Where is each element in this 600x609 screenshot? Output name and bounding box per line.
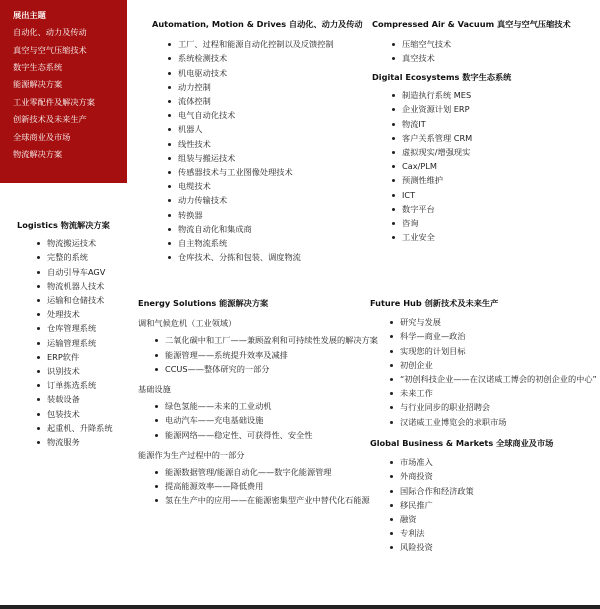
list-item: 电缆技术 bbox=[165, 179, 363, 193]
list-item: 初创企业 bbox=[387, 358, 597, 372]
section-title: Compressed Air & Vacuum 真空与空气压缩技术 bbox=[372, 19, 571, 29]
list-item: 流体控制 bbox=[165, 94, 363, 108]
energy-group-list bbox=[152, 399, 378, 442]
sidebar-item-automation[interactable]: 自动化、动力及传动 bbox=[13, 27, 87, 38]
list-item: 科学—商业—政治 bbox=[387, 329, 597, 343]
list-item: 提高能源效率——降低费用 bbox=[152, 479, 378, 493]
list-item: 仓库管理系统 bbox=[34, 321, 113, 335]
list-item: 电气自动化技术 bbox=[165, 108, 363, 122]
list-item: 物流IT bbox=[389, 117, 511, 131]
sidebar-item-logistics[interactable]: 物流解决方案 bbox=[13, 148, 63, 159]
list-item: 订单拣选系统 bbox=[34, 378, 113, 392]
list-item: 运输管理系统 bbox=[34, 336, 113, 350]
section-title: Energy Solutions 能源解决方案 bbox=[138, 298, 269, 308]
automation-list bbox=[165, 37, 363, 264]
list-item: 虚拟现实/增强现实 bbox=[389, 145, 511, 159]
list-item: 与行业同步的职业招聘会 bbox=[387, 400, 597, 414]
list-item: 能源网络——稳定性、可获得性、安全性 bbox=[152, 428, 378, 442]
list-item: 未来工作 bbox=[387, 386, 597, 400]
sidebar-item-compressed-air[interactable]: 真空与空气压缩技术 bbox=[13, 44, 87, 55]
list-item: 物流自动化和集成商 bbox=[165, 222, 363, 236]
list-item: 机电驱动技术 bbox=[165, 66, 363, 80]
list-item: 自主物流系统 bbox=[165, 236, 363, 250]
list-item: ERP软件 bbox=[34, 350, 113, 364]
list-item: CCUS——整体研究的一部分 bbox=[152, 362, 378, 376]
bottom-divider bbox=[0, 605, 600, 609]
list-item: 绿色氢能——未来的工业动机 bbox=[152, 399, 378, 413]
sidebar-title: 展出主题 bbox=[13, 10, 46, 20]
list-item: 预测性维护 bbox=[389, 173, 511, 187]
list-item: 风险投资 bbox=[387, 540, 553, 554]
list-item: 移民推广 bbox=[387, 498, 553, 512]
sidebar-item-energy-solutions[interactable]: 能源解决方案 bbox=[13, 79, 63, 90]
list-item: 工厂、过程和能源自动化控制以及反馈控制 bbox=[165, 37, 363, 51]
list-item: 外商投资 bbox=[387, 469, 553, 483]
list-item: 二氧化碳中和工厂——兼顾盈利和可持续性发展的解决方案 bbox=[152, 333, 378, 347]
list-item: 仓库技术、分拣和包装、调度物流 bbox=[165, 250, 363, 264]
list-item: 动力传输技术 bbox=[165, 193, 363, 207]
list-item: 氢在生产中的应用——在能源密集型产业中替代化石能源 bbox=[152, 493, 378, 507]
list-item: 自动引导车AGV bbox=[34, 265, 113, 279]
sidebar-item-global-business[interactable]: 全球商业及市场 bbox=[13, 131, 71, 142]
list-item: 制造执行系统 MES bbox=[389, 88, 511, 102]
global-business-list bbox=[387, 455, 553, 554]
global-business-section bbox=[370, 436, 553, 555]
energy-group-title: 基础设施 bbox=[138, 384, 171, 395]
list-item: 物流搬运技术 bbox=[34, 236, 113, 250]
logistics-section bbox=[17, 218, 113, 449]
section-title: Logistics 物流解决方案 bbox=[17, 220, 110, 230]
list-item: 国际合作和经济政策 bbox=[387, 484, 553, 498]
list-item: 包装技术 bbox=[34, 407, 113, 421]
digital-ecosystems-section bbox=[372, 70, 511, 244]
energy-group-title: 调和气候危机（工业领域） bbox=[138, 318, 237, 329]
compressed-air-section bbox=[372, 17, 571, 66]
list-item: “初创科技企业——在汉诺威工博会的初创企业的中心” bbox=[387, 372, 597, 386]
list-item: 动力控制 bbox=[165, 80, 363, 94]
list-item: 客户关系管理 CRM bbox=[389, 131, 511, 145]
sidebar-menu bbox=[0, 0, 127, 183]
digital-list bbox=[389, 88, 511, 244]
list-item: 能源管理——系统提升效率及减排 bbox=[152, 348, 378, 362]
list-item: 传感器技术与工业图像处理技术 bbox=[165, 165, 363, 179]
list-item: 实现您的计划目标 bbox=[387, 344, 597, 358]
energy-group-title: 能源作为生产过程中的一部分 bbox=[138, 449, 245, 460]
list-item: 完整的系统 bbox=[34, 250, 113, 264]
energy-group-list bbox=[152, 333, 378, 376]
list-item: 机器人 bbox=[165, 122, 363, 136]
list-item: 企业资源计划 ERP bbox=[389, 102, 511, 116]
future-hub-section bbox=[370, 296, 597, 429]
list-item: 市场准入 bbox=[387, 455, 553, 469]
list-item: 物流机器人技术 bbox=[34, 279, 113, 293]
list-item: 真空技术 bbox=[389, 51, 571, 65]
list-item: 数字平台 bbox=[389, 202, 511, 216]
list-item: 装载设备 bbox=[34, 392, 113, 406]
sidebar-item-industrial-parts[interactable]: 工业零配件及解决方案 bbox=[13, 96, 95, 107]
energy-group-list bbox=[152, 465, 378, 508]
list-item: 电动汽车——充电基础设施 bbox=[152, 413, 378, 427]
sidebar-item-digital-ecosystems[interactable]: 数字生态系统 bbox=[13, 61, 63, 72]
list-item: ICT bbox=[389, 188, 511, 202]
sidebar-item-future-hub[interactable]: 创新技术及未来生产 bbox=[13, 114, 87, 125]
list-item: 能源数据管理/能源自动化——数字化能源管理 bbox=[152, 465, 378, 479]
future-hub-list bbox=[387, 315, 597, 429]
compressed-air-list bbox=[389, 37, 571, 65]
section-title: Future Hub 创新技术及未来生产 bbox=[370, 298, 499, 308]
list-item: 融资 bbox=[387, 512, 553, 526]
list-item: 汉诺威工业博览会的求职市场 bbox=[387, 415, 597, 429]
energy-solutions-section bbox=[138, 296, 378, 508]
list-item: 识别技术 bbox=[34, 364, 113, 378]
list-item: Cax/PLM bbox=[389, 159, 511, 173]
section-title: Digital Ecosystems 数字生态系统 bbox=[372, 72, 512, 82]
list-item: 组装与搬运技术 bbox=[165, 151, 363, 165]
list-item: 工业安全 bbox=[389, 230, 511, 244]
section-title: Global Business & Markets 全球商业及市场 bbox=[370, 438, 554, 448]
list-item: 运输和仓储技术 bbox=[34, 293, 113, 307]
list-item: 转换器 bbox=[165, 208, 363, 222]
list-item: 处理技术 bbox=[34, 307, 113, 321]
list-item: 线性技术 bbox=[165, 137, 363, 151]
list-item: 专利法 bbox=[387, 526, 553, 540]
list-item: 研究与发展 bbox=[387, 315, 597, 329]
list-item: 咨询 bbox=[389, 216, 511, 230]
list-item: 起重机、升降系统 bbox=[34, 421, 113, 435]
automation-section bbox=[152, 17, 363, 264]
list-item: 压缩空气技术 bbox=[389, 37, 571, 51]
list-item: 系统检测技术 bbox=[165, 51, 363, 65]
logistics-list bbox=[34, 236, 113, 449]
list-item: 物流服务 bbox=[34, 435, 113, 449]
section-title: Automation, Motion & Drives 自动化、动力及传动 bbox=[152, 19, 363, 29]
